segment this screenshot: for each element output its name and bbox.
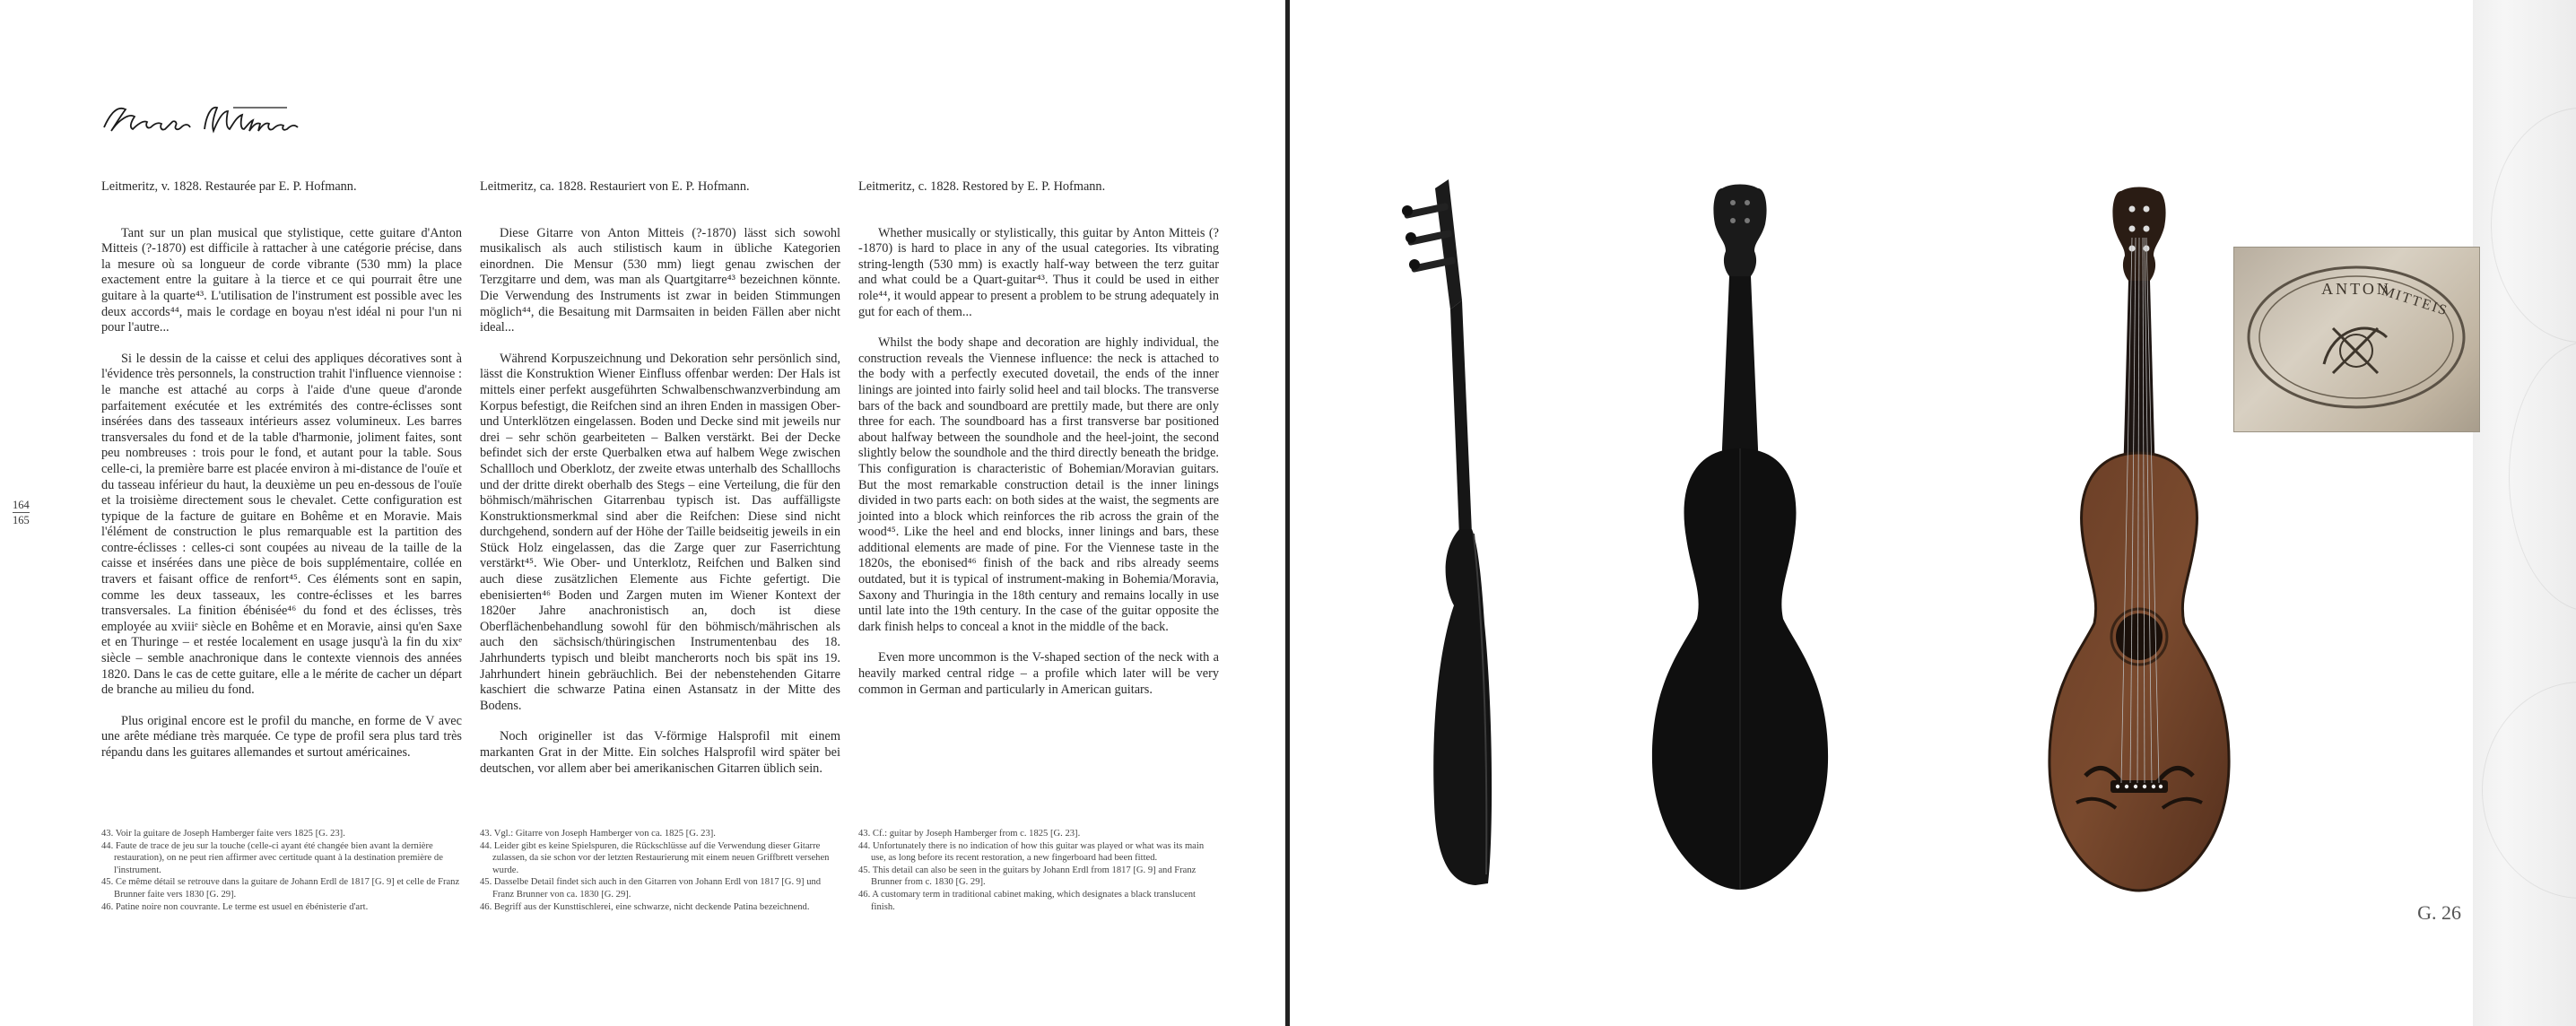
paragraph: Whilst the body shape and decoration are highly individual, the construction reveals the Viennese influence: the neck is attached to the body with a perfectly executed dovetail, the ends of the inner linings are jointed into fairly solid heel and tail blocks. The transverse bars of the back and soundboard are prettily made, but there are only three for each. The soundboard has a first transverse bar positioned about halfway between the soundhole and the heel-joint, the second slightly below the soundhole and the third directly beneath the bridge. This configuration is characteristic of Bohemian/Moravian guitars. But the most remarkable construction detail is the inner linings divided in two parts each: on both sides at the waist, the segments are jointed into a block which reinforces the rib across the grain of the wood⁴⁵. Like the heel and end blocks, inner linings and bars, these additional elements are made of pine. For the Viennese taste in the 1820s, the ebonised⁴⁶ finish of the back and ribs already seems outdated, but it is typical of instrument-making in Bohemia/Moravia, Saxony and Thuringia in the 18th century and remains locally in use until late into the 19th century. In the case of the guitar opposite the dark finish helps to conceal a knot in the middle of the back. bbox=[858, 335, 1219, 634]
paragraph: Whether musically or stylistically, this guitar by Anton Mitteis (?-1870) is hard to place in any of the usual categories. Its vibrating string-length (530 mm) is exactly half-way between the terz guitar and what could be a Quart-guitar⁴³. Thus it could be used in either role⁴⁴, it would appear to present a problem to be strung adequately in gut for each of them... bbox=[858, 225, 1219, 319]
label-engraving-icon bbox=[2234, 248, 2479, 431]
page-number-right: 165 bbox=[13, 514, 30, 526]
paragraph: Während Korpuszeichnung und Dekoration sehr persönlich sind, lässt die Konstruktion Wiener Einfluss offenbar werden: Der Hals ist mittels einer perfekt ausgeführten Schwalbenschwanzverbindung am Korpus befestigt, die Reifchen sind an ihren Enden in massigen Ober- und Unterklötzen eingelassen. Boden und Decke sind mit jeweils nur drei – sehr schön gearbeiteten – Balken verstärkt. Bei der Decke befindet sich der erste Querbalken etwa auf halbem Wege zwischen Schallloch und Oberklotz, der zweite etwas unterhalb des Schalllochs und der dritte direkt oberhalb des Stegs – eine Verteilung, die für den böhmisch/mährischen Gitarrenbau typisch ist. Das auffälligste Konstruktionsmerkmal sind aber die Reifchen: Diese sind nicht durchgehend, sondern auf der Höhe der Taille beidseitig jeweils in ein Stück Holz eingelassen, das die Zarge quer zur Faserrichtung verstärkt⁴⁵. Wie Ober- und Unterklotz, Reifchen und Balken sind auch diese zusätzlichen Elemente aus Fichte gefertigt. Die ebenisierten⁴⁶ Boden und Zargen muten im Wiener Kontext der 1820er Jahre anachronistisch an, doch ist diese Oberflächenbehandlung sowohl für den böhmisch/mährischen als auch den sächsisch/thüringischen Instrumentenbau des 18. Jahrhunderts typisch und bleibt mancherorts noch bis spät ins 19. Jahrhundert hinein gebräuchlich. Bei der nebenstehenden Gitarre kaschiert die schwarze Patina einen Astansatz in der Mitte des Bodens. bbox=[480, 351, 840, 713]
guitar-side-view-image bbox=[1395, 175, 1502, 892]
page-edge bbox=[2473, 0, 2576, 1026]
footnote: 45. Dasselbe Detail findet sich auch in den Gitarren von Johann Erdl von 1817 [G. 9] und Franz Brunner von ca. 1830 [G. 29]. bbox=[480, 877, 822, 900]
footnote: 43. Cf.: guitar by Joseph Hamberger from c. 1825 [G. 23]. bbox=[858, 829, 1081, 839]
figure-label: G. 26 bbox=[2417, 901, 2461, 924]
paragraph: Diese Gitarre von Anton Mitteis (?-1870) lässt sich sowohl musikalisch als auch stilistisch kaum in übliche Kategorien einordnen. Die Mensur (530 mm) liegt genau zwischen der Terzgitarre und dem, was man als Quartgitarre⁴³ bezeichnen könnte. Die Verwendung des Instruments ist zwar in beiden Stimmungen möglich⁴⁴, die Besaitung mit Darmsaiten in beiden Fällen aber nicht ideal... bbox=[480, 225, 840, 335]
column-subtitle: Leitmeritz, c. 1828. Restored by E. P. Hofmann. bbox=[858, 179, 1106, 194]
footnotes-french bbox=[101, 828, 462, 913]
footnote: 45. Ce même détail se retrouve dans la guitare de Johann Erdl de 1817 [G. 9] et celle de Franz Brunner faite vers 1830 [G. 29]. bbox=[101, 877, 460, 900]
guitar-back-view-image bbox=[1632, 179, 1848, 897]
footnotes-german bbox=[480, 828, 840, 913]
paragraph: Tant sur un plan musical que stylistique, cette guitare d'Anton Mitteis (?-1870) est difficile à rattacher à une catégorie précise, dans la mesure où sa longueur de corde vibrante (530 mm) la place exactement entre la guitare à la tierce et ce qui pourrait être une guitare à la quarte⁴³. L'utilisation de l'instrument est possible avec les deux accords⁴⁴, mais le cordage en boyau n'est idéal ni pour l'un ni pour l'autre... bbox=[101, 225, 462, 335]
label-maker-last-name: MITTEIS bbox=[2380, 283, 2450, 319]
signature-flourish-icon bbox=[99, 90, 332, 152]
footnotes-english bbox=[858, 828, 1219, 913]
column-subtitle: Leitmeritz, v. 1828. Restaurée par E. P. Hofmann. bbox=[101, 179, 357, 194]
text-column-english bbox=[858, 179, 1219, 713]
guitar-front-view-image bbox=[2023, 184, 2256, 892]
footnote: 46. Begriff aus der Kunsttischlerei, eine schwarze, nicht deckende Patina bezeichnend. bbox=[480, 901, 810, 912]
paragraph: Si le dessin de la caisse et celui des appliques décoratives sont à l'évidence très personnels, la construction trahit l'influence viennoise : le manche est attaché au corps à l'aide d'une queue d'aronde parfaitement exécutée et les extrémités des contre-éclisses sont insérées dans des tasseaux intérieurs assez volumineux. Les barres transversales du fond et de la table d'harmonie, joliment faites, sont peu nombreuses : trois pour le fond, et autant pour la table. Sous celle-ci, la première barre est placée environ à mi-distance de l'ouïe et du tasseau inférieur du haut, la deuxième un peu en-dessous de l'ouïe et la troisième directement sous le chevalet. Cette configuration est typique de la facture de guitare en Bohême et en Moravie. Mais l'élément de construction le plus remarquable est la partition des contre-éclisses : celles-ci sont coupées au niveau de la taille de la caisse et insérées dans une pièce de bois supplémentaire, collée en travers et faisant office de renfort⁴⁵. Ces éléments sont en sapin, comme les deux tasseaux, les contre-éclisses et les barres transversales. La finition ébénisée⁴⁶ du fond et des éclisses, très employée au xviiiᵉ siècle en Bohême et en Moravie, ainsi qu'en Saxe et en Thuringe – et restée localement en usage jusqu'à la fin du xixᵉ siècle – semble anachronique dans le contexte viennois des années 1820. Dans le cas de cette guitare, elle a le mérite de cacher un départ de branche au milieu du fond. bbox=[101, 351, 462, 698]
page-number-left: 164 bbox=[13, 499, 30, 511]
left-page bbox=[0, 0, 1285, 1026]
paragraph: Even more uncommon is the V-shaped section of the neck with a heavily marked central ridge – a profile which later will be very common in German and particularly in American guitars. bbox=[858, 650, 1219, 697]
footnote: 43. Vgl.: Gitarre von Joseph Hamberger von ca. 1825 [G. 23]. bbox=[480, 829, 716, 839]
paragraph: Noch origineller ist das V-förmige Halsprofil mit einem markanten Grat in der Mitte. Ein solches Halsprofil wird später bei deutschen, vor allem aber bei amerikanischen Gitarren üblich sein. bbox=[480, 729, 840, 776]
paragraph: Plus original encore est le profil du manche, en forme de V avec une arête médiane très marquée. Ce type de profil sera plus tard très répandu dans les guitares allemandes et surtout américaines. bbox=[101, 713, 462, 760]
column-subtitle: Leitmeritz, ca. 1828. Restauriert von E. P. Hofmann. bbox=[480, 179, 750, 194]
footnote: 46. A customary term in traditional cabinet making, which designates a black translucent finish. bbox=[858, 889, 1196, 912]
text-column-french bbox=[101, 179, 462, 777]
footnote: 46. Patine noire non couvrante. Le terme est usuel en ébénisterie d'art. bbox=[101, 901, 369, 912]
footnote: 44. Leider gibt es keine Spielspuren, die Rückschlüsse auf die Verwendung dieser Gitarre zulassen, da sie schon vor der letzten Restaurierung mit einem neuen Griffbrett versehen wurde. bbox=[480, 840, 830, 875]
label-maker-first-name: ANTON bbox=[2321, 280, 2391, 298]
footnote: 43. Voir la guitare de Joseph Hamberger faite vers 1825 [G. 23]. bbox=[101, 829, 345, 839]
footnote: 44. Faute de trace de jeu sur la touche (celle-ci ayant été changée bien avant la dernière restauration), on ne peut rien affirmer avec certitude quant à la destination première de l'instrument. bbox=[101, 840, 443, 875]
maker-signature bbox=[99, 90, 332, 152]
footnote: 44. Unfortunately there is no indication of how this guitar was played or what was its main use, as long before its recent restoration, a new fingerboard had been fitted. bbox=[858, 840, 1205, 864]
footnote: 45. This detail can also be seen in the guitars by Johann Erdl from 1817 [G. 9] and Franz Brunner from c. 1830 [G. 29]. bbox=[858, 865, 1197, 888]
maker-label-image bbox=[2233, 247, 2480, 432]
text-column-german bbox=[480, 179, 840, 792]
page-numbers bbox=[13, 499, 30, 527]
